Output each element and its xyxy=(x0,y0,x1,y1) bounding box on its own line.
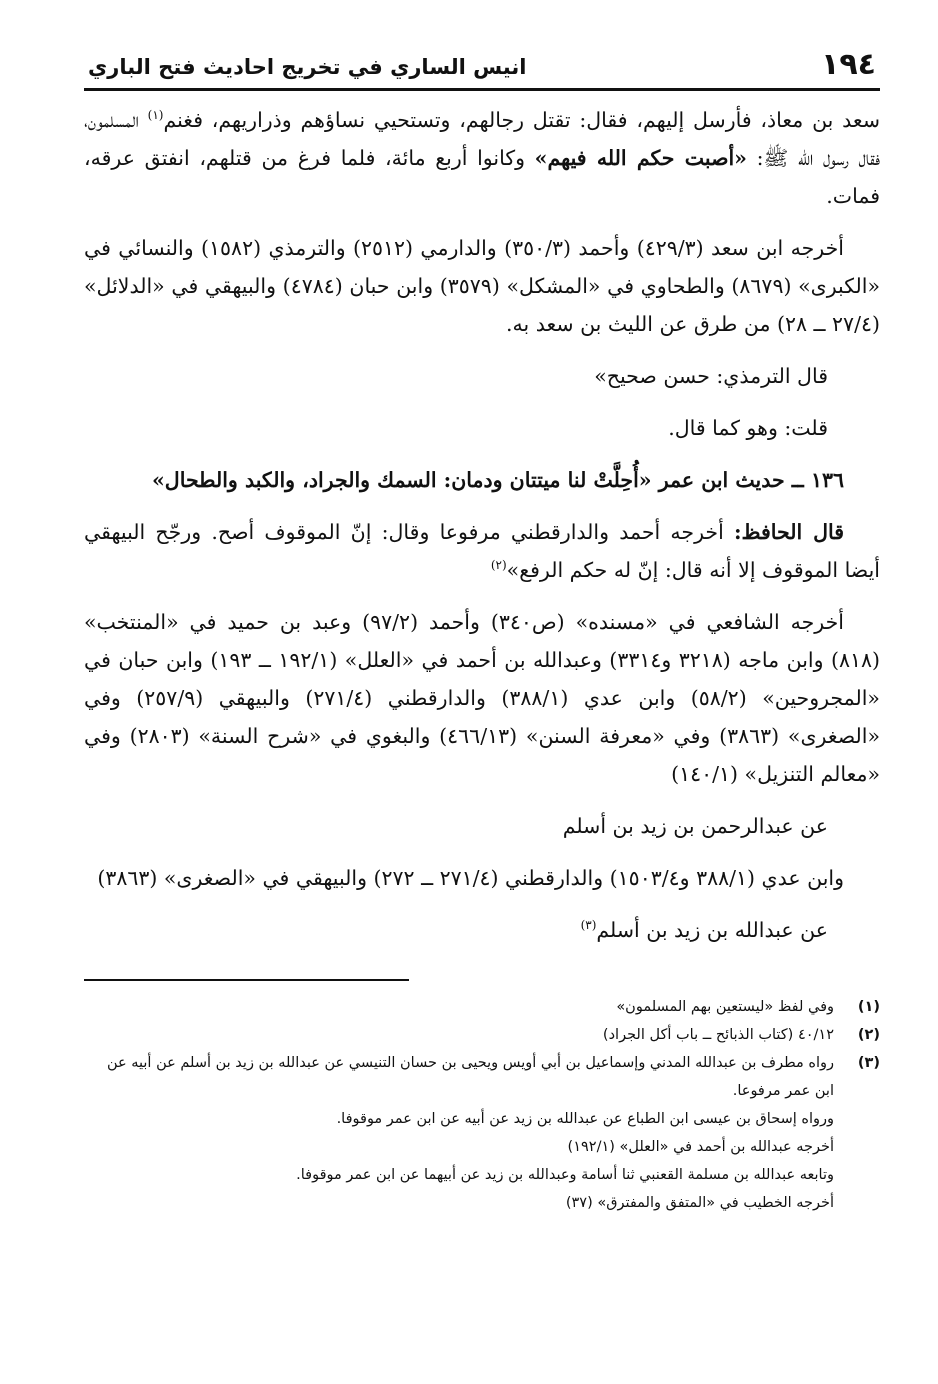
footnote-3 xyxy=(84,1049,880,1217)
hafiz-label: قال الحافظ: xyxy=(733,520,845,544)
footnote-text xyxy=(84,1021,834,1049)
footnote-1 xyxy=(84,993,880,1021)
page-number: ١٩٤ xyxy=(821,47,876,82)
paragraph-4: قلت: وهو كما قال. xyxy=(668,416,828,440)
footnote-number: (٣) xyxy=(857,1055,880,1071)
footnotes xyxy=(84,993,880,1217)
footnote-2 xyxy=(84,1021,880,1049)
hadith-number: ١٣٦ ــ حديث ابن عمر xyxy=(651,468,844,492)
paragraph-3: قال الترمذي: حسن صحيح» xyxy=(594,364,828,388)
paragraph-2: أخرجه ابن سعد (٤٢٩/٣) وأحمد (٣٥٠/٣) والدارمي (٢٥١٢) والترمذي (١٥٨٢) والنسائي في «الكبرى» (٨٦٧٩) والطحاوي في «المشكل» (٣٥٧٩) وابن حبان (٤٧٨٤) والبيهقي في «الدلائل» (٢٧/٤ ــ ٢٨) من طرق عن الليث بن سعد به. xyxy=(84,236,880,336)
footnote-text xyxy=(84,993,834,1021)
hadith-quote-1: «أصبت حكم الله فيهم» xyxy=(534,146,747,170)
hadith-heading-136 xyxy=(84,461,880,499)
main-text xyxy=(84,101,880,949)
footnote-line: أخرجه الخطيب في «المتفق والمفترق» (٣٧) xyxy=(565,1195,834,1211)
paragraph-10-text: عن عبدالله بن زيد بن أسلم xyxy=(596,918,828,942)
paragraph-1-text: سعد بن معاذ، فأرسل إليهم، فقال: تقتل رجالهم، وتستحيي نساؤهم وذراريهم، فغنم xyxy=(163,108,880,132)
footnote-line: ٤٠/١٢ (كتاب الذبائح ــ باب أكل الجراد) xyxy=(602,1027,834,1043)
paragraph-1-text-2: المسلمون، فقال رسول الله ﷺ: xyxy=(84,108,880,170)
footnote-line: ورواه إسحاق بن عيسى ابن الطباع عن عبدالله بن زيد عن أبيه عن ابن عمر موقوفا. xyxy=(336,1111,834,1127)
paragraph-6-text: أخرجه أحمد والدارقطني مرفوعا وقال: إنّ الموقوف أصح. ورجّح البيهقي أيضا الموقوف إلا أنه قال: إنّ له حكم الرفع» xyxy=(84,520,880,582)
footnote-separator xyxy=(84,979,409,981)
paragraph-6 xyxy=(84,513,880,589)
paragraph-1 xyxy=(84,101,880,215)
paragraph-9: وابن عدي (٣٨٨/١ و١٥٠٣/٤) والدارقطني (٢٧١/٤ ــ ٢٧٢) والبيهقي في «الصغرى» (٣٨٦٣) xyxy=(97,866,844,890)
page-header xyxy=(84,48,880,91)
footnote-line: رواه مطرف بن عبدالله المدني وإسماعيل بن أبي أويس ويحيى بن حسان التنيسي عن عبدالله بن زيد بن أسلم عن أبيه عن ابن عمر مرفوعا. xyxy=(106,1055,834,1099)
paragraph-1-text-3: وكانوا أربع مائة، فلما فرغ من قتلهم، انفتق عرقه، فمات. xyxy=(84,146,880,208)
footnote-number: (٢) xyxy=(857,1027,880,1043)
footnote-ref-3: (٣) xyxy=(580,918,597,933)
footnote-ref-1: (١) xyxy=(147,108,164,123)
footnote-line: وفي لفظ «ليستعين بهم المسلمون» xyxy=(616,999,834,1015)
footnote-text xyxy=(84,1049,834,1217)
paragraph-7: أخرجه الشافعي في «مسنده» (ص٣٤٠) وأحمد (٩٧/٢) وعبد بن حميد في «المنتخب» (٨١٨) وابن ماجه (٣٢١٨ و٣٣١٤) وعبدالله بن أحمد في «العلل» (١٩٢/١ ــ ١٩٣) وابن حبان في «المجروحين» (٥٨/٢) وابن عدي (٣٨٨/١) والدارقطني (٢٧١/٤) والبيهقي (٢٥٧/٩) وفي «الصغرى» (٣٨٦٣) وفي «معرفة السنن» (٤٦٦/١٣) والبغوي في «شرح السنة» (٢٨٠٣) وفي «معالم التنزيل» (١٤٠/١) xyxy=(84,610,881,786)
paragraph-10 xyxy=(84,911,880,949)
footnote-ref-2: (٢) xyxy=(490,558,507,573)
footnote-line: وتابعه عبدالله بن مسلمة القعنبي ثنا أسامة وعبدالله بن زيد عن أبيهما عن ابن عمر موقوفا. xyxy=(296,1167,834,1183)
footnote-number: (١) xyxy=(857,999,880,1015)
running-title: انيس الساري في تخريج احاديث فتح الباري xyxy=(88,55,527,79)
hadith-quote-136: «أُحِلَّتْ لنا ميتتان ودمان: السمك والجراد، والكبد والطحال» xyxy=(151,468,652,492)
footnote-separator-wrap xyxy=(84,963,880,993)
paragraph-8: عن عبدالرحمن بن زيد بن أسلم xyxy=(562,814,828,838)
footnote-line: أخرجه عبدالله بن أحمد في «العلل» (١٩٢/١) xyxy=(567,1139,834,1155)
